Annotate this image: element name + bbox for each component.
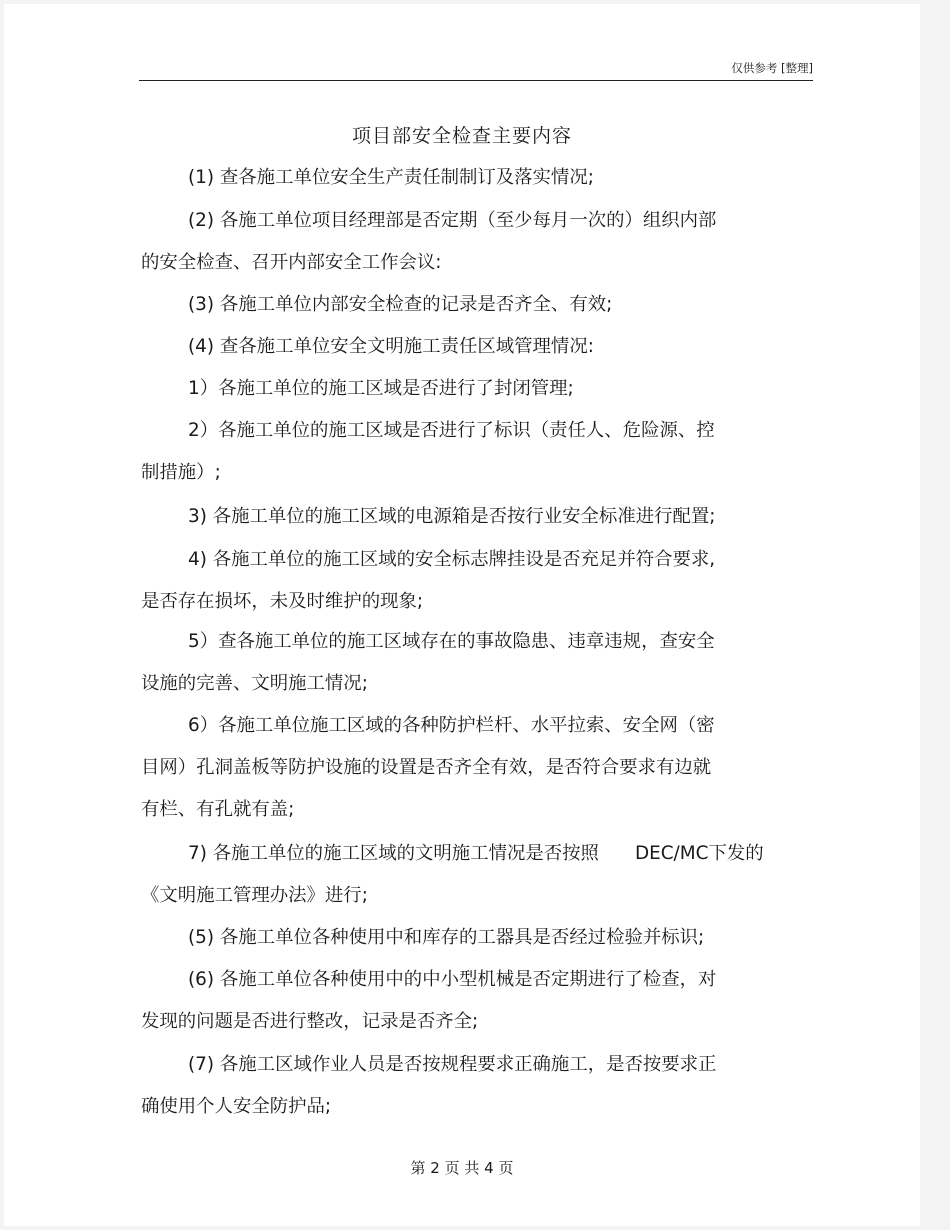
paragraph-line: 是否存在损坏，未及时维护的现象; [141,591,424,612]
paragraph-line: (3) 各施工单位内部安全检查的记录是否齐全、有效; [188,294,613,315]
paragraph-12 [141,917,781,959]
paragraph-line: (1) 查各施工单位安全生产责任制制订及落实情况; [188,167,594,188]
paragraph-line: (4) 查各施工单位安全文明施工责任区域管理情况: [188,336,594,357]
paragraph-line: 发现的问题是否进行整改，记录是否齐全; [141,1011,479,1032]
page-number: 第 2 页 共 4 页 [410,1159,514,1177]
dec-mc-text: DEC/MC下发的 [634,843,764,864]
paragraph-6 [141,410,781,494]
paragraph-2 [141,200,781,284]
paragraph-10 [141,705,781,831]
paragraph-line: 3) 各施工单位的施工区域的电源箱是否按行业安全标准进行配置; [188,506,716,527]
paragraph-line: 6）各施工单位施工区域的各种防护栏杆、水平拉索、安全网（密 [188,715,715,736]
paragraph-line: (6) 各施工单位各种使用中的中小型机械是否定期进行了检查，对 [188,969,717,990]
paragraph-line: 目网）孔洞盖板等防护设施的设置是否齐全有效，是否符合要求有边就 [141,757,712,778]
paragraph-line: 确使用个人安全防护品; [141,1096,332,1117]
paragraph-line: 制措施）; [141,462,221,483]
paragraph-line: 1）各施工单位的施工区域是否进行了封闭管理; [188,378,574,399]
document-page [4,4,920,1226]
paragraph-line: (2) 各施工单位项目经理部是否定期（至少每月一次的）组织内部 [188,210,717,231]
paragraph-4 [141,326,781,368]
paragraph-1 [141,157,781,199]
paragraph-7 [141,496,781,538]
paragraph-5 [141,368,781,410]
header-label: 仅供参考 [整理] [731,61,813,75]
paragraph-line: 4) 各施工单位的施工区域的安全标志牌挂设是否充足并符合要求, [188,549,716,570]
paragraph-14 [141,1044,781,1128]
paragraph-line: 有栏、有孔就有盖; [141,799,295,820]
paragraph-13 [141,959,781,1043]
paragraph-line-with-tail [141,833,781,875]
page-header [139,50,813,81]
paragraph-3 [141,284,781,326]
paragraph-line: 的安全检查、召开内部安全工作会议: [141,252,442,273]
paragraph-8 [141,539,781,623]
paragraph-line: 《文明施工管理办法》进行; [141,885,368,906]
paragraph-11 [141,833,781,917]
paragraph-line: (5) 各施工单位各种使用中和库存的工器具是否经过检验并标识; [188,927,705,948]
paragraph-line: 7) 各施工单位的施工区域的文明施工情况是否按照 [188,843,599,864]
paragraph-line: 5）查各施工单位的施工区域存在的事故隐患、违章违规，查安全 [188,631,715,652]
paragraph-line: 设施的完善、文明施工情况; [141,673,368,694]
paragraph-line: (7) 各施工区域作业人员是否按规程要求正确施工，是否按要求正 [188,1054,717,1075]
document-title: 项目部安全检查主要内容 [351,125,572,147]
paragraph-line: 2）各施工单位的施工区域是否进行了标识（责任人、危险源、控 [188,420,715,441]
paragraph-9 [141,621,781,705]
